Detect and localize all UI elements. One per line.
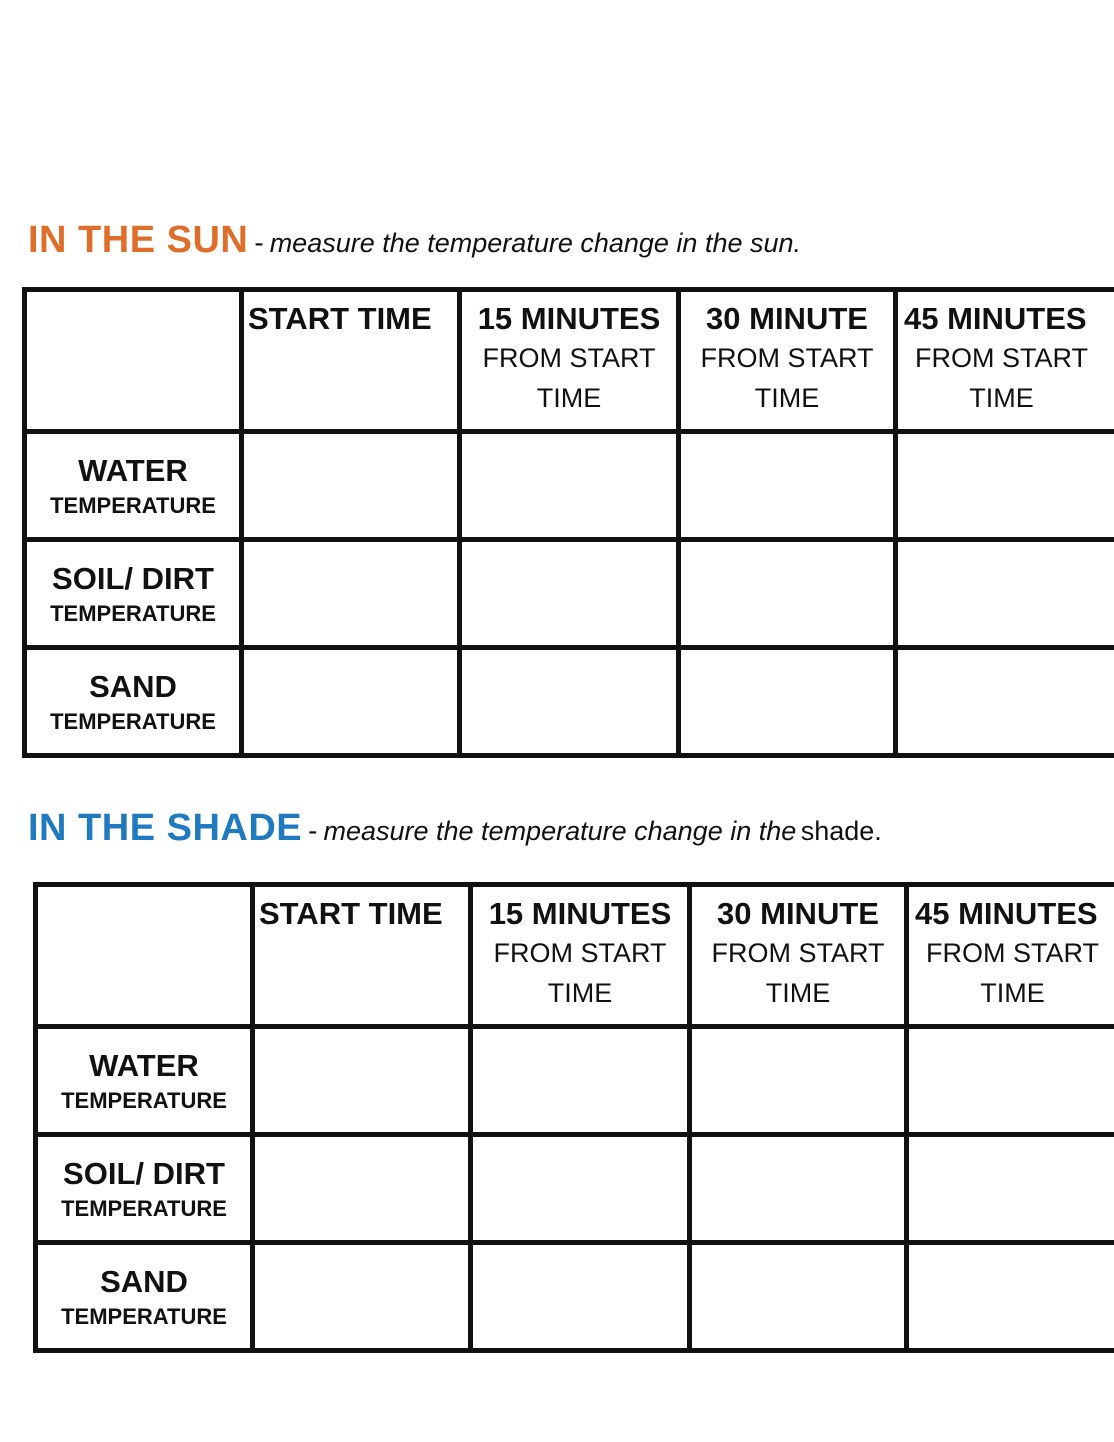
table-row — [36, 1027, 1114, 1135]
shade-instruction: measure the temperature change in the — [323, 816, 797, 846]
cell-sand-15[interactable] — [471, 1243, 690, 1351]
header-30-minute: 30 MINUTE FROM START TIME — [690, 885, 907, 1027]
table-row — [36, 1135, 1114, 1243]
sun-temperature-table — [22, 287, 1114, 758]
cell-water-start[interactable] — [242, 432, 460, 540]
header-45-minutes: 45 MINUTES FROM START TIME — [896, 290, 1114, 432]
corner-cell — [25, 290, 242, 432]
header-30-minute: 30 MINUTE FROM START TIME — [679, 290, 896, 432]
shade-temperature-table — [33, 882, 1114, 1353]
table-row — [25, 540, 1114, 648]
row-label-water: WATER TEMPERATURE — [25, 432, 242, 540]
sun-section-heading — [28, 219, 801, 262]
row-label-soil: SOIL/ DIRT TEMPERATURE — [25, 540, 242, 648]
corner-cell — [36, 885, 253, 1027]
cell-soil-30[interactable] — [679, 540, 896, 648]
cell-water-30[interactable] — [679, 432, 896, 540]
cell-soil-30[interactable] — [690, 1135, 907, 1243]
sun-dash: - — [254, 227, 264, 258]
cell-soil-start[interactable] — [253, 1135, 471, 1243]
header-15-minutes: 15 MINUTES FROM START TIME — [460, 290, 679, 432]
cell-sand-45[interactable] — [907, 1243, 1114, 1351]
shade-instruction-end: shade. — [800, 816, 882, 846]
table-row — [25, 432, 1114, 540]
cell-water-start[interactable] — [253, 1027, 471, 1135]
sun-instruction: measure the temperature change in the sun. — [269, 228, 802, 258]
cell-water-15[interactable] — [460, 432, 679, 540]
sun-title: IN THE SUN — [28, 219, 249, 261]
cell-soil-15[interactable] — [460, 540, 679, 648]
cell-soil-15[interactable] — [471, 1135, 690, 1243]
header-45-minutes: 45 MINUTES FROM START TIME — [907, 885, 1114, 1027]
row-label-sand: SAND TEMPERATURE — [25, 648, 242, 756]
table-header-row — [25, 290, 1114, 432]
row-label-water: WATER TEMPERATURE — [36, 1027, 253, 1135]
cell-sand-30[interactable] — [679, 648, 896, 756]
header-start-time: START TIME — [242, 290, 460, 432]
cell-sand-start[interactable] — [242, 648, 460, 756]
header-start-time: START TIME — [253, 885, 471, 1027]
row-label-sand: SAND TEMPERATURE — [36, 1243, 253, 1351]
cell-soil-45[interactable] — [896, 540, 1114, 648]
cell-sand-30[interactable] — [690, 1243, 907, 1351]
row-label-soil: SOIL/ DIRT TEMPERATURE — [36, 1135, 253, 1243]
cell-water-45[interactable] — [896, 432, 1114, 540]
table-row — [36, 1243, 1114, 1351]
header-15-minutes: 15 MINUTES FROM START TIME — [471, 885, 690, 1027]
table-row — [25, 648, 1114, 756]
cell-soil-start[interactable] — [242, 540, 460, 648]
cell-sand-15[interactable] — [460, 648, 679, 756]
cell-sand-45[interactable] — [896, 648, 1114, 756]
cell-water-45[interactable] — [907, 1027, 1114, 1135]
shade-section-heading — [28, 807, 882, 850]
cell-water-30[interactable] — [690, 1027, 907, 1135]
shade-dash: - — [308, 815, 318, 846]
table-header-row — [36, 885, 1114, 1027]
shade-title: IN THE SHADE — [28, 807, 303, 849]
cell-sand-start[interactable] — [253, 1243, 471, 1351]
cell-water-15[interactable] — [471, 1027, 690, 1135]
cell-soil-45[interactable] — [907, 1135, 1114, 1243]
